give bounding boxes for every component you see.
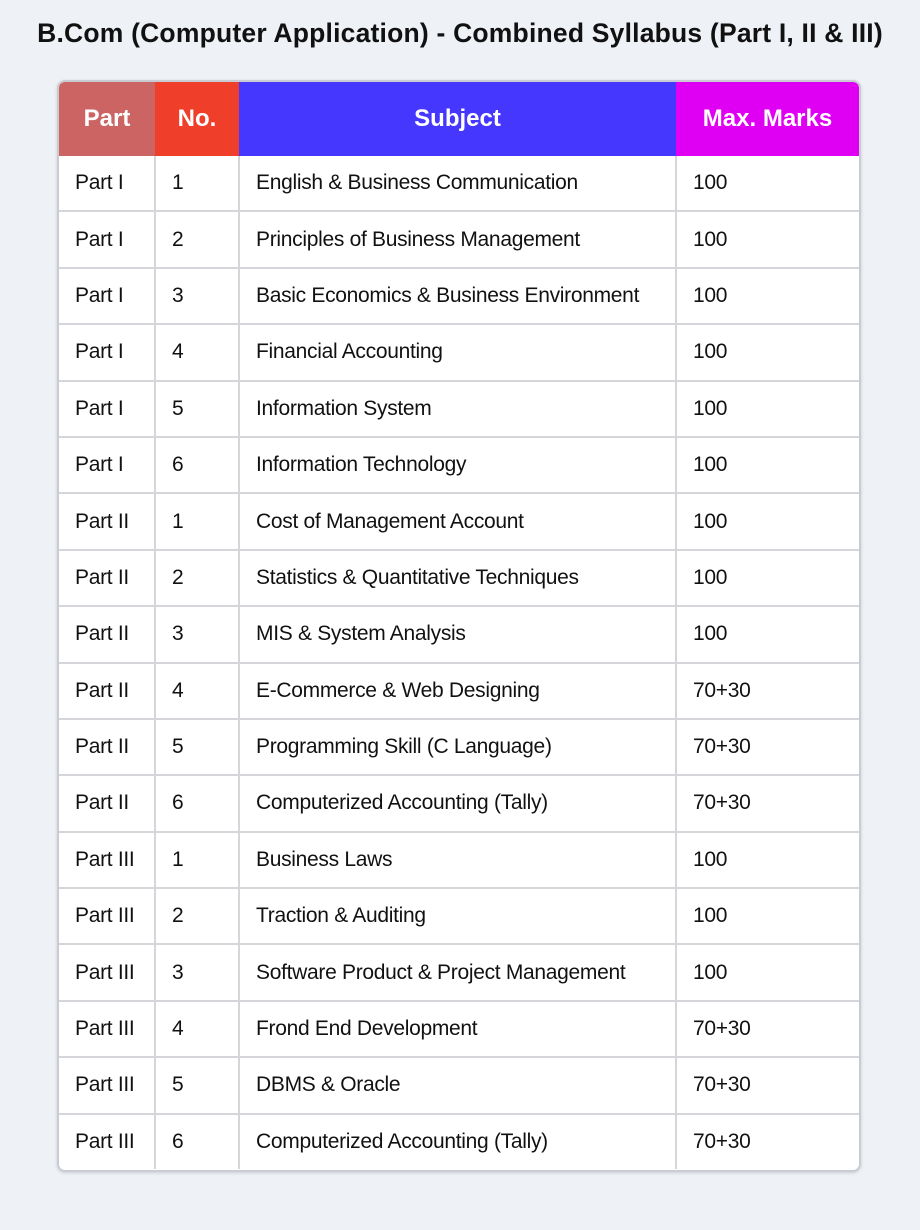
table-row: [59, 1114, 859, 1169]
cell-subject: Software Product & Project Management: [239, 944, 676, 1000]
cell-subject: Frond End Development: [239, 1001, 676, 1057]
cell-max-marks: 70+30: [676, 1057, 859, 1113]
table-row: [59, 1057, 859, 1113]
cell-max-marks: 70+30: [676, 663, 859, 719]
cell-max-marks: 100: [676, 268, 859, 324]
cell-max-marks: 100: [676, 437, 859, 493]
table-row: [59, 493, 859, 549]
cell-no: 4: [155, 324, 239, 380]
cell-subject: Principles of Business Management: [239, 211, 676, 267]
table-row: [59, 663, 859, 719]
cell-part: Part II: [59, 550, 155, 606]
cell-part: Part II: [59, 663, 155, 719]
cell-part: Part II: [59, 493, 155, 549]
cell-no: 5: [155, 719, 239, 775]
cell-no: 6: [155, 775, 239, 831]
cell-subject: Basic Economics & Business Environment: [239, 268, 676, 324]
table-row: [59, 1001, 859, 1057]
cell-no: 2: [155, 888, 239, 944]
cell-max-marks: 100: [676, 381, 859, 437]
cell-subject: Programming Skill (C Language): [239, 719, 676, 775]
cell-subject: Financial Accounting: [239, 324, 676, 380]
cell-part: Part I: [59, 268, 155, 324]
cell-part: Part III: [59, 888, 155, 944]
cell-no: 3: [155, 268, 239, 324]
cell-no: 1: [155, 156, 239, 211]
cell-max-marks: 70+30: [676, 1001, 859, 1057]
cell-subject: Computerized Accounting (Tally): [239, 1114, 676, 1169]
header-subject: Subject: [239, 82, 676, 156]
cell-part: Part III: [59, 1057, 155, 1113]
cell-subject: Information System: [239, 381, 676, 437]
cell-max-marks: 70+30: [676, 719, 859, 775]
table-row: [59, 324, 859, 380]
cell-no: 4: [155, 663, 239, 719]
cell-part: Part I: [59, 381, 155, 437]
table-row: [59, 944, 859, 1000]
cell-part: Part II: [59, 719, 155, 775]
cell-max-marks: 100: [676, 832, 859, 888]
cell-max-marks: 70+30: [693, 1129, 751, 1153]
table-row: [59, 211, 859, 267]
cell-subject: Information Technology: [239, 437, 676, 493]
cell-no: 2: [155, 550, 239, 606]
cell-no: 6: [155, 437, 239, 493]
header-max-marks: Max. Marks: [676, 82, 859, 156]
cell-subject: Computerized Accounting (Tally): [239, 775, 676, 831]
cell-part: Part I: [59, 156, 155, 211]
cell-part: Part III: [59, 944, 155, 1000]
cell-part: Part I: [59, 211, 155, 267]
table-row: [59, 888, 859, 944]
page-title: B.Com (Computer Application) - Combined Syllabus (Part I, II & III): [37, 18, 883, 48]
table-row: [59, 381, 859, 437]
header-part: Part: [59, 82, 155, 156]
cell-max-marks: 100: [676, 944, 859, 1000]
cell-no: 6: [155, 1114, 239, 1169]
table-row: [59, 775, 859, 831]
cell-max-marks: 100: [676, 888, 859, 944]
cell-part: Part III: [59, 832, 155, 888]
cell-no: 5: [155, 381, 239, 437]
table-body: [59, 156, 859, 1169]
cell-subject: English & Business Communication: [239, 156, 676, 211]
cell-no: 4: [155, 1001, 239, 1057]
cell-subject: Statistics & Quantitative Techniques: [239, 550, 676, 606]
cell-max-marks: 100: [676, 606, 859, 662]
cell-part: Part III: [59, 1001, 155, 1057]
cell-no: 1: [155, 493, 239, 549]
table-row: [59, 832, 859, 888]
cell-subject: Traction & Auditing: [239, 888, 676, 944]
cell-max-marks: 100: [676, 550, 859, 606]
cell-part: Part III: [59, 1114, 155, 1169]
table-row: [59, 437, 859, 493]
cell-part: Part II: [59, 606, 155, 662]
table-row: [59, 268, 859, 324]
cell-no: 1: [155, 832, 239, 888]
cell-no: 3: [155, 944, 239, 1000]
cell-subject: DBMS & Oracle: [239, 1057, 676, 1113]
table-row: [59, 606, 859, 662]
table-row: [59, 156, 859, 211]
cell-part: Part I: [59, 437, 155, 493]
cell-no: 2: [155, 211, 239, 267]
cell-subject: Business Laws: [239, 832, 676, 888]
cell-max-marks: 100: [676, 493, 859, 549]
header-no: No.: [155, 82, 239, 156]
cell-max-marks: 100: [676, 156, 859, 211]
syllabus-table: [57, 80, 861, 1172]
cell-part: Part I: [59, 324, 155, 380]
cell-subject: MIS & System Analysis: [239, 606, 676, 662]
table-row: [59, 550, 859, 606]
cell-subject: Cost of Management Account: [239, 493, 676, 549]
cell-max-marks: 100: [676, 211, 859, 267]
table-row: [59, 719, 859, 775]
cell-no: 3: [155, 606, 239, 662]
cell-no: 5: [155, 1057, 239, 1113]
cell-max-marks: 70+30: [676, 775, 859, 831]
cell-max-marks: 100: [676, 324, 859, 380]
cell-subject: E-Commerce & Web Designing: [239, 663, 676, 719]
table-header-row: [59, 82, 859, 156]
cell-part: Part II: [59, 775, 155, 831]
